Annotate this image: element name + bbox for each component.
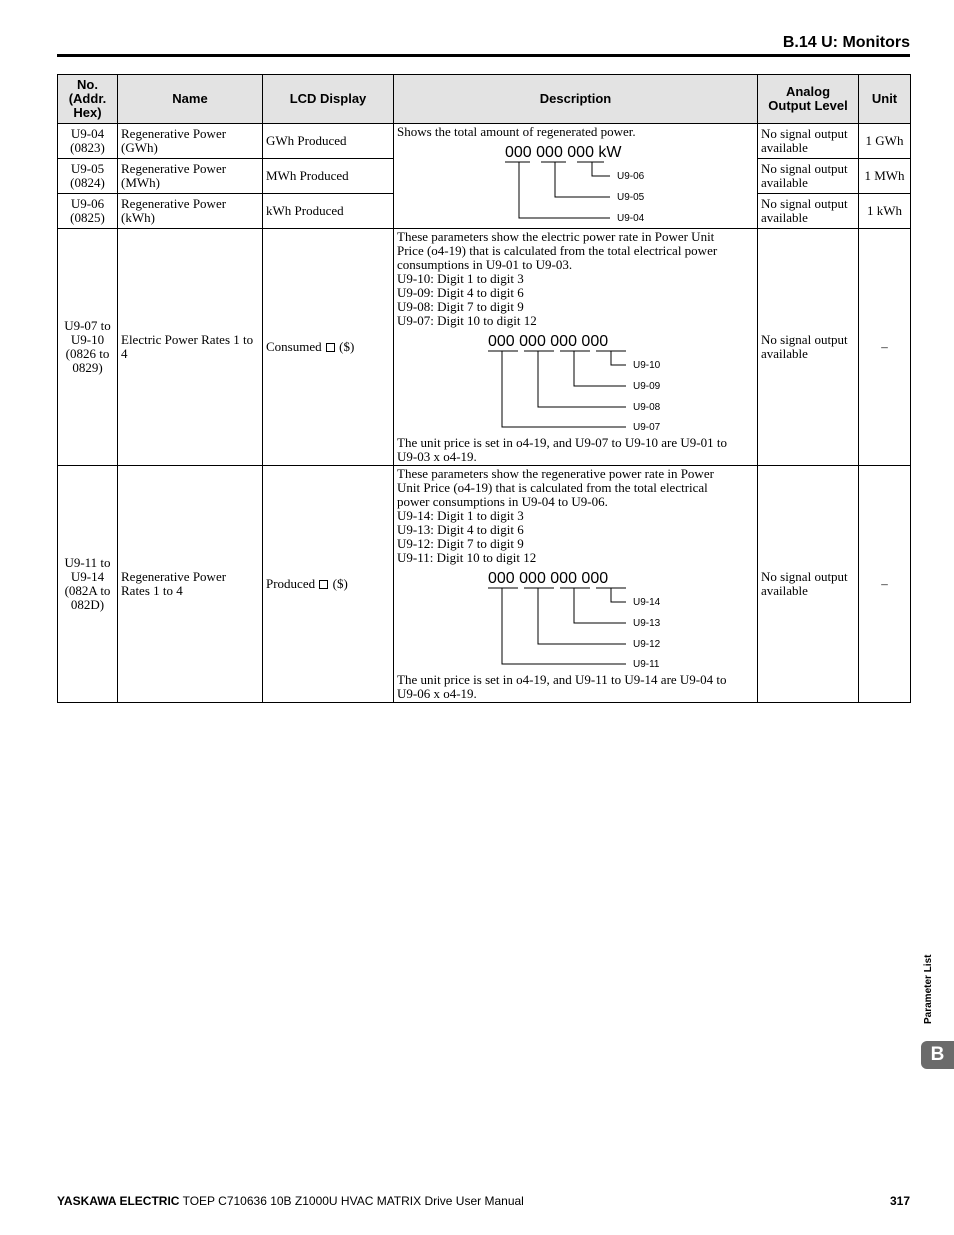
description-line: U9-11: Digit 10 to digit 12 [397, 550, 537, 565]
col-header-lcd: LCD Display [263, 75, 394, 124]
monitor-parameter-table [57, 74, 911, 703]
side-tab-label: Parameter List [923, 954, 934, 1024]
col-header-unit: Unit [859, 75, 911, 124]
page-number: 317 [889, 1194, 910, 1208]
param-number: U9-04 (0823) [58, 124, 118, 159]
description-line: The unit price is set in o4-19, and U9-11 to U9-14 are U9-04 to [397, 672, 727, 687]
description-line: These parameters show the electric power rate in Power Unit [397, 229, 715, 244]
param-number: U9-11 to U9-14 (082A to 082D) [58, 466, 118, 703]
diagram-label: U9-07 [633, 422, 661, 433]
diagram-label: U9-11 [633, 659, 660, 670]
appendix-tab-b[interactable]: B [921, 1041, 954, 1069]
description-line: Price (o4-19) that is calculated from the total electrical power [397, 243, 718, 258]
param-name: Electric Power Rates 1 to 4 [118, 229, 263, 466]
analog-output-level: No signal output available [758, 466, 859, 703]
diagram-label: U9-12 [633, 639, 661, 650]
param-name: Regenerative Power (MWh) [118, 159, 263, 194]
description-line: U9-06 x o4-19. [397, 686, 477, 701]
col-header-output: Analog Output Level [758, 75, 859, 124]
description-text: Shows the total amount of regenerated power. [397, 124, 636, 139]
diagram-leader-lines [488, 588, 626, 664]
description-line: U9-10: Digit 1 to digit 3 [397, 271, 524, 286]
description-regen-power [394, 124, 758, 229]
lcd-display: GWh Produced [263, 124, 394, 159]
digit-groups: 000 000 000 kW [505, 144, 622, 161]
placeholder-box-icon [319, 580, 328, 589]
param-number: U9-07 to U9-10 (0826 to 0829) [58, 229, 118, 466]
lcd-display: kWh Produced [263, 194, 394, 229]
digit-groups: 000 000 000 000 [488, 333, 609, 350]
param-name: Regenerative Power Rates 1 to 4 [118, 466, 263, 703]
diagram-label: U9-04 [617, 213, 645, 224]
table-row [58, 466, 911, 703]
analog-output-level: No signal output available [758, 159, 859, 194]
table-row [58, 124, 911, 159]
header-rule [57, 54, 910, 57]
unit: 1 MWh [859, 159, 911, 194]
param-number: U9-06 (0825) [58, 194, 118, 229]
lcd-prefix: Produced [266, 576, 316, 591]
table-header-row [58, 75, 911, 124]
diagram-label: U9-06 [617, 171, 645, 182]
placeholder-box-icon [326, 343, 335, 352]
digit-diagram-consumed [397, 328, 753, 436]
unit: – [859, 466, 911, 703]
description-line: consumptions in U9-01 to U9-03. [397, 257, 573, 272]
analog-output-level: No signal output available [758, 194, 859, 229]
lcd-suffix: ($) [335, 339, 355, 354]
footer-brand: YASKAWA ELECTRIC [57, 1194, 180, 1208]
col-header-description: Description [394, 75, 758, 124]
description-line: U9-07: Digit 10 to digit 12 [397, 313, 537, 328]
param-number: U9-05 (0824) [58, 159, 118, 194]
diagram-label: U9-09 [633, 381, 661, 392]
description-line: U9-08: Digit 7 to digit 9 [397, 299, 524, 314]
diagram-leader-lines [505, 162, 610, 218]
lcd-suffix: ($) [329, 576, 348, 591]
description-line: U9-13: Digit 4 to digit 6 [397, 522, 524, 537]
param-name: Regenerative Power (GWh) [118, 124, 263, 159]
col-header-no: No. (Addr. Hex) [58, 75, 118, 124]
description-line: U9-14: Digit 1 to digit 3 [397, 508, 524, 523]
analog-output-level: No signal output available [758, 229, 859, 466]
section-title: B.14 U: Monitors [782, 34, 910, 51]
description-line: Unit Price (o4-19) that is calculated from the total electrical [397, 480, 708, 495]
description-produced-rates [394, 466, 758, 703]
description-line: U9-09: Digit 4 to digit 6 [397, 285, 524, 300]
description-line: The unit price is set in o4-19, and U9-07 to U9-10 are U9-01 to [397, 435, 727, 450]
diagram-label: U9-08 [633, 402, 661, 413]
diagram-label: U9-10 [633, 360, 661, 371]
page-footer [57, 1194, 524, 1208]
footer-doc-title: TOEP C710636 10B Z1000U HVAC MATRIX Drive User Manual [179, 1194, 524, 1208]
table-row [58, 229, 911, 466]
param-name: Regenerative Power (kWh) [118, 194, 263, 229]
lcd-display [263, 466, 394, 703]
diagram-leader-lines [488, 351, 626, 427]
col-header-name: Name [118, 75, 263, 124]
description-line: U9-12: Digit 7 to digit 9 [397, 536, 524, 551]
digit-diagram-regen [397, 139, 753, 227]
analog-output-level: No signal output available [758, 124, 859, 159]
diagram-label: U9-14 [633, 597, 661, 608]
lcd-display: MWh Produced [263, 159, 394, 194]
diagram-label: U9-05 [617, 192, 645, 203]
digit-groups: 000 000 000 000 [488, 570, 609, 587]
description-line: U9-03 x o4-19. [397, 449, 477, 464]
lcd-display [263, 229, 394, 466]
lcd-prefix: Consumed [266, 339, 322, 354]
description-consumed-rates [394, 229, 758, 466]
diagram-label: U9-13 [633, 618, 661, 629]
digit-diagram-produced [397, 565, 753, 673]
unit: 1 kWh [859, 194, 911, 229]
unit: 1 GWh [859, 124, 911, 159]
description-line: power consumptions in U9-04 to U9-06. [397, 494, 608, 509]
description-line: These parameters show the regenerative power rate in Power [397, 466, 714, 481]
unit: – [859, 229, 911, 466]
